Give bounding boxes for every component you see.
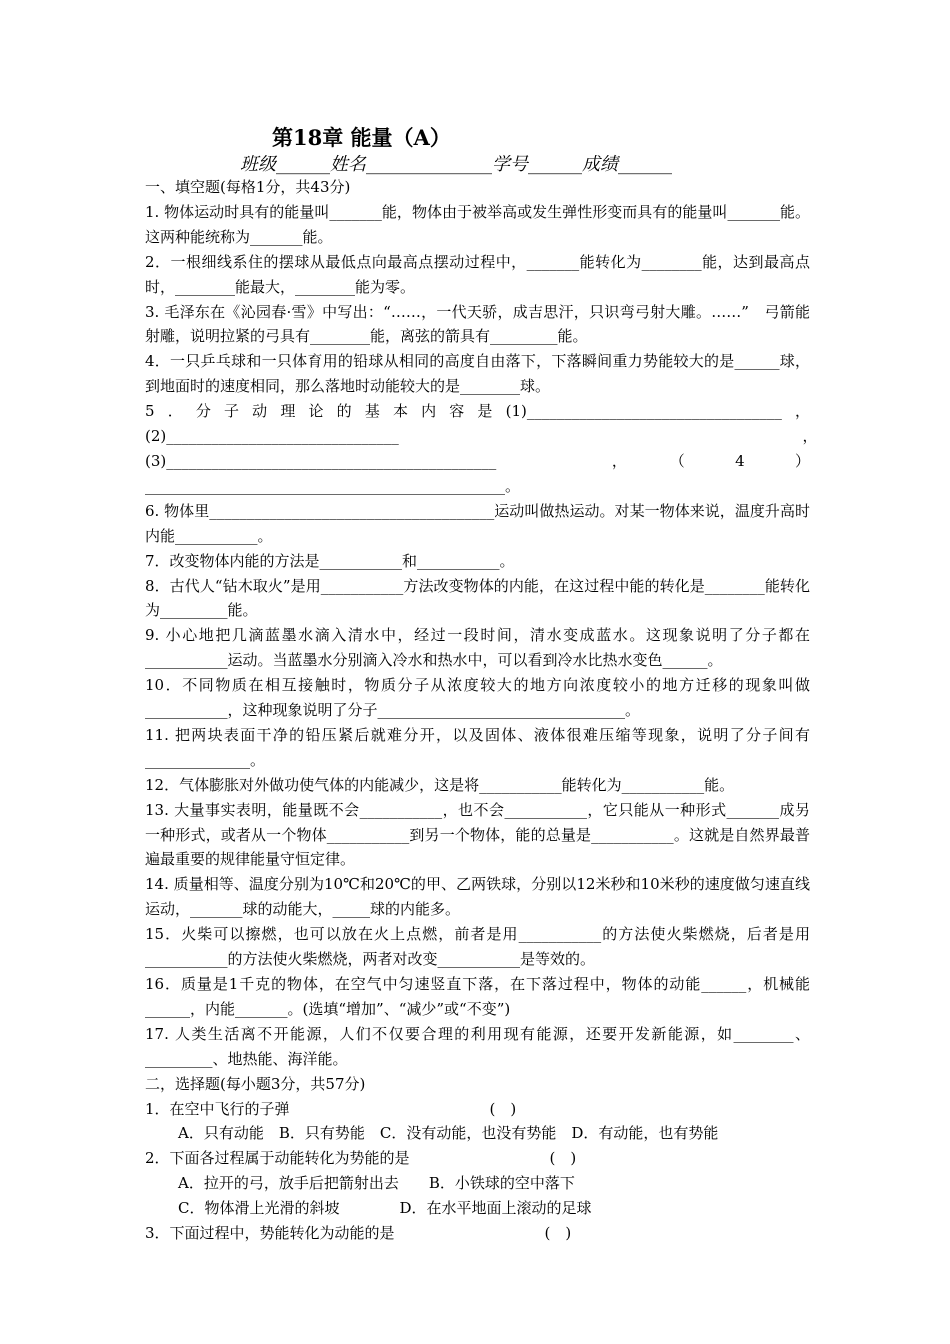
answer-blank: ( ) — [549, 1149, 577, 1168]
question-9: 9. 小心地把几滴蓝墨水滴入清水中，经过一段时间，清水变成蓝水。这现象说明了分子都在___________运动。当蓝墨水分别滴入冷水和热水中，可以看到冷水比热水变色______。 — [145, 626, 810, 670]
question-3: 3. 毛泽东在《沁园春·雪》中写出：“……，一代天骄，成吉思汗，只识弯弓射大雕。……” 弓箭能射雕，说明拉紧的弓具有________能，离弦的箭具有_________能。 — [145, 302, 810, 346]
question-5: 5．分子动理论的基本内容是(1)__________________________________，(2)_______________________________ ， (3)____________________________________________ ，（4）________________________________________________。 — [145, 402, 826, 495]
choice-question-stem: 3．下面过程中，势能转化为动能的是 — [145, 1224, 395, 1243]
question-14: 14. 质量相等、温度分别为10℃和20℃的甲、乙两铁球，分别以12米秒和10米秒的速度做匀速直线运动，_______球的动能大，_____球的内能多。 — [145, 875, 810, 919]
choice-options: C．物体滑上光滑的斜坡 D．在水平地面上滚动的足球 — [178, 1199, 592, 1218]
question-16: 16．质量是1千克的物体，在空气中匀速竖直下落，在下落过程中，物体的动能______，机械能______，内能_______。(选填“增加”、“减少”或“不变”) — [145, 975, 810, 1018]
choice-question-3 — [145, 1221, 810, 1246]
question-17: 17. 人类生活离不开能源，人们不仅要合理的利用现有能源，还要开发新能源，如________、_________、地热能、海洋能。 — [145, 1024, 810, 1068]
question-7: 7．改变物体内能的方法是___________和___________。 — [145, 551, 515, 570]
section-heading-fill-in: 一、填空题(每格1分，共43分) — [145, 178, 351, 196]
answer-blank: ( ) — [489, 1099, 517, 1118]
question-2: 2．一根细线系住的摆球从最低点向最高点摆动过程中，_______能转化为________能，达到最高点时，________能最大，________能为零。 — [145, 252, 810, 296]
question-10: 10．不同物质在相互接触时，物质分子从浓度较大的地方向浓度较小的地方迁移的现象叫做___________，这种现象说明了分子_________________________________。 — [145, 676, 810, 720]
question-13: 13. 大量事实表明，能量既不会___________，也不会___________，它只能从一种形式_______成另一种形式，或者从一个物体___________到另一个物体，能的总量是___________。这就是自然界最普遍最重要的规律能量守恒定律。 — [145, 800, 810, 869]
choice-question-2 — [145, 1146, 810, 1171]
question-6: 6. 物体里______________________________________运动叫做热运动。对某一物体来说，温度升高时内能___________。 — [145, 501, 810, 545]
choice-options: A．拉开的弓，放手后把箭射出去 B．小铁球的空中落下 — [178, 1174, 575, 1193]
question-11: 11. 把两块表面干净的铅压紧后就难分开，以及固体、液体很难压缩等现象，说明了分子间有______________。 — [145, 725, 810, 769]
choice-question-stem: 1．在空中飞行的子弹 — [145, 1099, 290, 1118]
choice-options: A．只有动能 B．只有势能 C．没有动能，也没有势能 D．有动能，也有势能 — [178, 1124, 719, 1143]
question-15: 15．火柴可以擦燃，也可以放在火上点燃，前者是用___________的方法使火柴燃烧，后者是用___________的方法使火柴燃烧，两者对改变___________是等效的。 — [145, 925, 810, 969]
document-title: 第18章 能量（A） — [272, 125, 451, 150]
document-body — [145, 175, 826, 1246]
question-4: 4．一只乒乓球和一只体育用的铅球从相同的高度自由落下，下落瞬间重力势能较大的是______球，到地面时的速度相同，那么落地时动能较大的是________球。 — [145, 352, 810, 396]
choice-question-1 — [145, 1097, 810, 1122]
choice-question-stem: 2．下面各过程属于动能转化为势能的是 — [145, 1149, 410, 1168]
question-12: 12．气体膨胀对外做功使气体的内能减少，这是将___________能转化为___________能。 — [145, 775, 735, 794]
answer-blank: ( ) — [544, 1224, 572, 1243]
student-info-line: 班级______姓名______________学号______成绩______ — [240, 154, 672, 175]
question-1: 1. 物体运动时具有的能量叫_______能，物体由于被举高或发生弹性形变而具有的能量叫_______能。这两种能统称为_______能。 — [145, 202, 810, 246]
question-8: 8．古代人“钻木取火”是用___________方法改变物体的内能，在这过程中能的转化是________能转化为_________能。 — [145, 576, 810, 620]
section-heading-choice: 二，选择题(每小题3分，共57分) — [145, 1074, 366, 1093]
